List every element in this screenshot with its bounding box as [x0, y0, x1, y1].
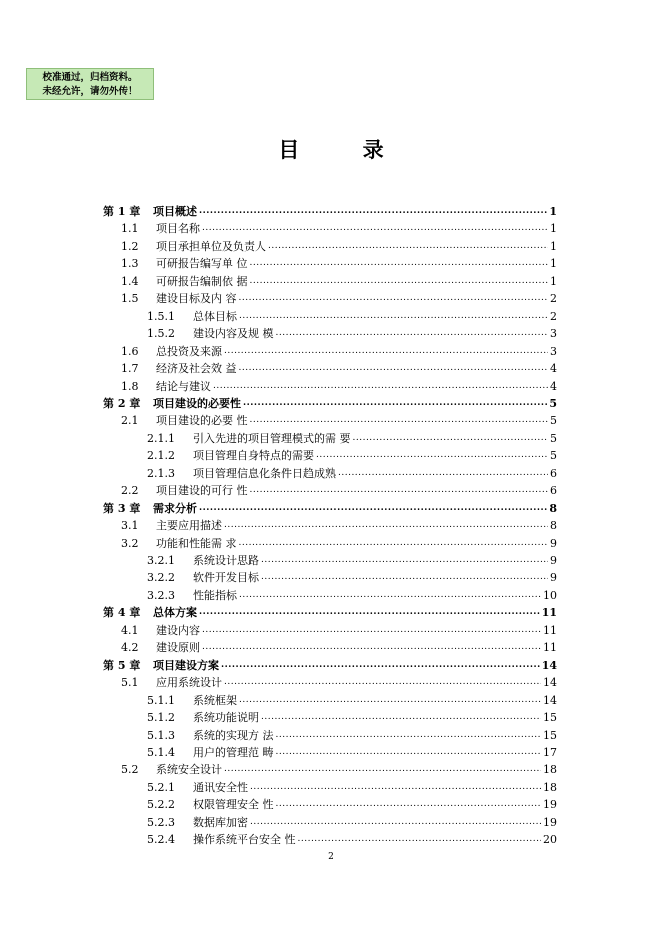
toc-leader-dots: [250, 410, 549, 429]
stamp-line-1: 校准通过，归档资料。: [42, 72, 138, 83]
toc-entry-number: 1.4: [121, 274, 139, 288]
toc-entry-number: 1.2: [121, 239, 139, 253]
toc-entry-title: 数据库加密: [193, 815, 248, 829]
toc-entry-title: 操作系统平台安全 性: [193, 833, 296, 847]
toc-entry[interactable]: [121, 343, 557, 360]
toc-entry-number: 3.2: [121, 536, 139, 550]
toc-entry[interactable]: [147, 779, 557, 796]
toc-entry-title: 系统框架: [193, 693, 237, 707]
toc-entry-title: 总投资及来源: [156, 344, 222, 358]
toc-entry-page: 9: [550, 571, 557, 585]
toc-leader-dots: [261, 567, 548, 586]
toc-leader-dots: [224, 672, 541, 691]
toc-entry-title: 建设内容: [156, 623, 200, 637]
toc-entry-number: 2.1.1: [147, 431, 175, 445]
toc-entry-page: 11: [543, 623, 557, 637]
toc-leader-dots: [250, 253, 549, 272]
toc-leader-dots: [268, 236, 548, 255]
toc-leader-dots: [199, 201, 547, 220]
toc-entry-number: 3.1: [121, 519, 139, 533]
page-number: 2: [328, 852, 334, 862]
toc-entry-number: 2.2: [121, 484, 139, 498]
toc-entry-page: 1: [550, 257, 557, 271]
toc-leader-dots: [261, 707, 541, 726]
toc-entry-page: 14: [543, 676, 557, 690]
toc-entry-number: 1.5.1: [147, 309, 175, 323]
toc-leader-dots: [202, 620, 541, 639]
toc-entry[interactable]: [147, 744, 557, 761]
toc-entry-number: 1.1: [121, 222, 139, 236]
toc-entry-title: 总体方案: [153, 606, 197, 620]
toc-entry[interactable]: [147, 587, 557, 604]
toc-entry-title: 需求分析: [153, 501, 197, 515]
toc-entry-page: 18: [543, 780, 557, 794]
toc-entry-title: 项目承担单位及负责人: [156, 239, 266, 253]
toc-entry[interactable]: [147, 569, 557, 586]
toc-entry-page: 19: [543, 798, 557, 812]
toc-leader-dots: [213, 376, 548, 395]
toc-entry-title: 建设原则: [156, 641, 200, 655]
toc-entry-page: 1: [550, 222, 557, 236]
toc-entry-number: 2.1: [121, 414, 139, 428]
toc-leader-dots: [298, 829, 542, 848]
toc-entry[interactable]: [147, 814, 557, 831]
toc-entry-title: 项目建设方案: [153, 658, 219, 672]
toc-entry-page: 2: [550, 292, 557, 306]
toc-entry-number: 3.2.2: [147, 571, 175, 585]
toc-entry-page: 19: [543, 815, 557, 829]
toc-entry-page: 17: [543, 745, 557, 759]
toc-leader-dots: [250, 271, 549, 290]
toc-entry-number: 5.1.2: [147, 711, 175, 725]
toc-entry-page: 5: [550, 449, 557, 463]
toc-entry[interactable]: [147, 447, 557, 464]
toc-entry-number: 第 2 章: [103, 396, 141, 410]
toc-entry-title: 经济及社会效 益: [156, 362, 237, 376]
toc-entry-number: 第 5 章: [103, 658, 141, 672]
toc-leader-dots: [276, 323, 549, 342]
toc-entry[interactable]: [103, 657, 557, 674]
toc-entry[interactable]: [121, 255, 557, 272]
toc-entry-page: 14: [543, 693, 557, 707]
toc-entry-title: 项目概述: [153, 205, 197, 218]
toc-entry-title: 主要应用描述: [156, 519, 222, 533]
toc-entry-title: 项目建设的必要性: [153, 396, 241, 410]
approval-stamp: [26, 68, 154, 100]
toc-entry-number: 第 3 章: [103, 501, 141, 515]
toc-entry-page: 20: [543, 833, 557, 847]
toc-entry[interactable]: [147, 308, 557, 325]
toc-entry-page: 4: [550, 379, 557, 393]
toc-entry[interactable]: [121, 639, 557, 656]
toc-entry-number: 5.1.3: [147, 728, 175, 742]
toc-entry-page: 2: [550, 309, 557, 323]
toc-entry[interactable]: [121, 622, 557, 639]
toc-entry-number: 5.1: [121, 676, 139, 690]
toc-entry-page: 11: [543, 641, 557, 655]
toc-entry-page: 18: [543, 763, 557, 777]
toc-leader-dots: [199, 602, 540, 621]
toc-entry[interactable]: [121, 220, 557, 237]
toc-entry-title: 项目管理自身特点的需要: [193, 449, 314, 463]
toc-entry-number: 5.1.4: [147, 745, 175, 759]
toc-entry-page: 8: [549, 501, 557, 515]
toc-entry-page: 6: [550, 484, 557, 498]
toc-entry-title: 性能指标: [193, 588, 237, 602]
toc-entry-title: 功能和性能需 求: [156, 536, 237, 550]
toc-entry-title: 项目建设的必要 性: [156, 414, 248, 428]
toc-leader-dots: [221, 655, 540, 674]
toc-entry-number: 1.6: [121, 344, 139, 358]
toc-entry-title: 可研报告编写单 位: [156, 257, 248, 271]
toc-entry-number: 3.2.1: [147, 554, 175, 567]
toc-entry-title: 项目名称: [156, 222, 200, 236]
toc-entry[interactable]: [121, 482, 557, 499]
toc-entry[interactable]: [121, 273, 557, 290]
toc-entry-number: 4.1: [121, 623, 139, 637]
toc-entry-page: 15: [543, 711, 557, 725]
toc-leader-dots: [239, 306, 548, 325]
toc-leader-dots: [224, 341, 548, 360]
toc-entry-page: 5: [549, 396, 557, 410]
toc-entry-number: 2.1.3: [147, 466, 175, 480]
toc-entry[interactable]: [147, 831, 557, 848]
toc-leader-dots: [250, 777, 541, 796]
toc-entry-number: 4.2: [121, 641, 139, 655]
toc-entry-page: 5: [550, 414, 557, 428]
toc-entry-title: 权限管理安全 性: [193, 798, 274, 812]
toc-entry[interactable]: [147, 325, 557, 342]
toc-leader-dots: [239, 585, 541, 604]
toc-entry[interactable]: [147, 552, 557, 569]
toc-entry-page: 9: [550, 554, 557, 567]
toc-entry[interactable]: [121, 360, 557, 377]
toc-entry[interactable]: [147, 727, 557, 744]
toc-entry-page: 1: [549, 205, 557, 218]
toc-leader-dots: [239, 533, 549, 552]
toc-entry[interactable]: [147, 692, 557, 709]
toc-leader-dots: [250, 480, 549, 499]
toc-entry-page: 1: [550, 274, 557, 288]
toc-entry-number: 1.7: [121, 362, 139, 376]
toc-entry-number: 1.3: [121, 257, 139, 271]
toc-entry-title: 应用系统设计: [156, 676, 222, 690]
toc-leader-dots: [261, 550, 548, 569]
toc-entry-page: 10: [543, 588, 557, 602]
stamp-line-2: 未经允许，请勿外传！: [42, 86, 138, 97]
toc-entry-title: 总体目标: [193, 309, 237, 323]
toc-entry[interactable]: [147, 796, 557, 813]
toc-entry-page: 11: [541, 606, 557, 620]
toc-leader-dots: [250, 812, 541, 831]
toc-entry-number: 1.5: [121, 292, 139, 306]
toc-leader-dots: [224, 759, 541, 778]
toc-entry-page: 6: [550, 466, 557, 480]
toc-entry[interactable]: [103, 395, 557, 412]
toc-entry[interactable]: [121, 378, 557, 395]
toc-leader-dots: [224, 515, 548, 534]
toc-entry-title: 建设内容及规 模: [193, 327, 274, 341]
toc-entry-page: 9: [550, 536, 557, 550]
toc-entry[interactable]: [103, 203, 557, 220]
toc-entry-number: 5.2.1: [147, 780, 175, 794]
toc-leader-dots: [239, 288, 549, 307]
toc-entry-number: 5.2: [121, 763, 139, 777]
toc-entry-page: 5: [550, 431, 557, 445]
toc-entry-title: 系统设计思路: [193, 554, 259, 567]
toc-entry-title: 软件开发目标: [193, 571, 259, 585]
toc-entry-number: 5.2.2: [147, 798, 175, 812]
toc-entry-title: 系统的实现方 法: [193, 728, 274, 742]
toc-entry-page: 3: [550, 344, 557, 358]
toc-entry-title: 通讯安全性: [193, 780, 248, 794]
toc-leader-dots: [276, 742, 542, 761]
toc-entry-number: 第 1 章: [103, 205, 141, 218]
toc-entry-title: 用户的管理范 畴: [193, 745, 274, 759]
toc-entry-number: 3.2.3: [147, 588, 175, 602]
toc-leader-dots: [243, 393, 547, 412]
toc-leader-dots: [202, 218, 548, 237]
toc-entry-number: 1.5.2: [147, 327, 175, 341]
toc-leader-dots: [202, 637, 541, 656]
toc-entry-page: 8: [550, 519, 557, 533]
toc-entry[interactable]: [147, 430, 557, 447]
toc-entry-page: 14: [541, 658, 557, 672]
toc-leader-dots: [338, 463, 548, 482]
toc-leader-dots: [316, 445, 548, 464]
toc-leader-dots: [239, 358, 549, 377]
toc-entry-number: 1.8: [121, 379, 139, 393]
toc-entry[interactable]: [121, 535, 557, 552]
toc-leader-dots: [353, 428, 549, 447]
toc-entry[interactable]: [121, 761, 557, 778]
toc-entry[interactable]: [147, 465, 557, 482]
toc-entry-number: 第 4 章: [103, 606, 141, 620]
toc-entry-number: 5.1.1: [147, 693, 175, 707]
toc-entry-page: 3: [550, 327, 557, 341]
toc-entry[interactable]: [121, 517, 557, 534]
toc-entry[interactable]: [147, 709, 557, 726]
toc-entry[interactable]: [103, 604, 557, 621]
toc-entry[interactable]: [121, 674, 557, 691]
toc-entry[interactable]: [121, 412, 557, 429]
toc-entry-title: 项目建设的可行 性: [156, 484, 248, 498]
toc-entry-number: 5.2.3: [147, 815, 175, 829]
toc-entry-title: 项目管理信息化条件日趋成熟: [193, 466, 336, 480]
toc-entry-title: 系统功能说明: [193, 711, 259, 725]
toc-entry-title: 建设目标及内 容: [156, 292, 237, 306]
toc-entry-title: 系统安全设计: [156, 763, 222, 777]
toc-leader-dots: [276, 725, 542, 744]
toc-leader-dots: [199, 498, 547, 517]
toc-entry[interactable]: [103, 500, 557, 517]
toc-entry-page: 15: [543, 728, 557, 742]
toc-leader-dots: [276, 794, 542, 813]
toc-entry-number: 2.1.2: [147, 449, 175, 463]
toc-entry-page: 4: [550, 362, 557, 376]
toc-entry-title: 可研报告编制依 据: [156, 274, 248, 288]
toc-leader-dots: [239, 690, 541, 709]
toc-entry[interactable]: [121, 238, 557, 255]
toc-entry[interactable]: [121, 290, 557, 307]
page-title: 目 录: [278, 138, 412, 162]
toc-entry-title: 结论与建议: [156, 379, 211, 393]
toc-entry-number: 5.2.4: [147, 833, 175, 847]
toc-entry-page: 1: [550, 239, 557, 253]
toc-entry-title: 引入先进的项目管理模式的需 要: [193, 431, 351, 445]
